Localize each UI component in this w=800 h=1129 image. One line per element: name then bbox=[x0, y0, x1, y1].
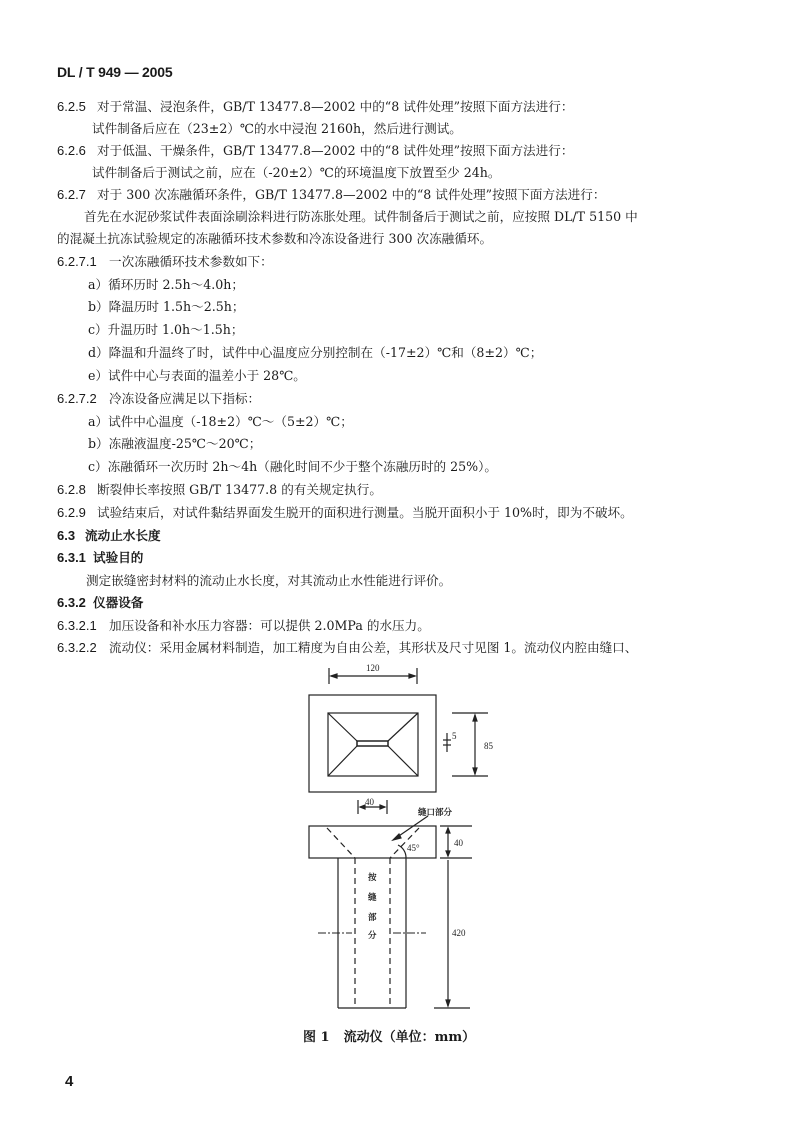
clause-6-3-2-2 bbox=[57, 639, 637, 657]
clause-number: 6.2.7 bbox=[57, 187, 86, 202]
clause-number: 6.3.2.2 bbox=[57, 640, 97, 655]
clause-6-3-2-1 bbox=[57, 617, 430, 635]
clause-number: 6.3.2.1 bbox=[57, 618, 97, 633]
seam-part-label-2: 缝 bbox=[368, 893, 377, 903]
clause-body: 试件制备后应在（23±2）℃的水中浸泡 2160h，然后进行测试。 bbox=[92, 121, 462, 136]
list-item: d）降温和升温终了时，试件中心温度应分别控制在（-17±2）℃和（8±2）℃； bbox=[88, 345, 543, 360]
clause-text: 对于低温、干燥条件，GB/T 13477.8—2002 中的“8 试件处理”按照下面方法进行： bbox=[97, 143, 574, 158]
clause-text: 试验结束后，对试件黏结界面发生脱开的面积进行测量。当脱开面积小于 10%时，即为不破坏。 bbox=[97, 505, 633, 520]
figure-caption bbox=[303, 1026, 475, 1045]
list-item: b）降温历时 1.5h～2.5h； bbox=[88, 299, 245, 314]
figure-number: 图 1 bbox=[303, 1030, 330, 1045]
list-item: c）升温历时 1.0h～1.5h； bbox=[88, 322, 244, 337]
standard-number: DL / T 949 — 2005 bbox=[57, 64, 173, 80]
clause-6-2-9 bbox=[57, 504, 633, 522]
section-6-3-heading bbox=[57, 527, 161, 545]
list-item: a）循环历时 2.5h～4.0h； bbox=[88, 277, 244, 292]
clause-body: 首先在水泥砂浆试件表面涂刷涂料进行防冻胀处理。试件制备后于测试之前，应按照 DL/T 5150 中 bbox=[84, 209, 638, 224]
clause-number: 6.2.5 bbox=[57, 99, 86, 114]
dim-label-120: 120 bbox=[366, 663, 380, 673]
section-number: 6.3.2 bbox=[57, 595, 86, 610]
seam-mouth-label: 缝口部分 bbox=[418, 808, 453, 818]
section-6-3-2-heading bbox=[57, 594, 143, 612]
list-item: c）冻融循环一次历时 2h～4h（融化时间不少于整个冻融历时的 25%）。 bbox=[88, 459, 498, 474]
clause-text: 加压设备和补水压力容器：可以提供 2.0MPa 的水压力。 bbox=[109, 618, 430, 633]
seam-part-label-3: 部 bbox=[368, 913, 377, 923]
angle-label: 45° bbox=[407, 843, 420, 853]
clause-body: 测定嵌缝密封材料的流动止水长度，对其流动止水性能进行评价。 bbox=[86, 573, 452, 588]
list-item: e）试件中心与表面的温差小于 28℃。 bbox=[88, 368, 306, 383]
clause-6-2-6 bbox=[57, 142, 573, 160]
clause-text: 一次冻融循环技术参数如下： bbox=[109, 254, 273, 269]
clause-text: 流动仪：采用金属材料制造，加工精度为自由公差，其形状及尺寸见图 1。流动仪内腔由缝口、 bbox=[109, 640, 638, 655]
section-title: 流动止水长度 bbox=[85, 528, 161, 543]
dim-label-5: 5 bbox=[452, 731, 457, 741]
section-6-3-1-heading bbox=[57, 549, 143, 567]
dim-label-420: 420 bbox=[452, 928, 466, 938]
clause-text: 冷冻设备应满足以下指标： bbox=[109, 391, 261, 406]
seam-part-label-4: 分 bbox=[368, 931, 377, 941]
dim-label-40-right: 40 bbox=[454, 838, 463, 848]
clause-body: 的混凝土抗冻试验规定的冻融循环技术参数和冷冻设备进行 300 次冻融循环。 bbox=[57, 231, 493, 246]
clause-number: 6.2.7.1 bbox=[57, 254, 97, 269]
figure-title: 流动仪（单位：mm） bbox=[343, 1030, 476, 1045]
clause-number: 6.2.8 bbox=[57, 482, 86, 497]
clause-6-2-7-1 bbox=[57, 253, 273, 271]
section-title: 试验目的 bbox=[93, 550, 144, 565]
clause-number: 6.2.6 bbox=[57, 143, 86, 158]
clause-6-2-7 bbox=[57, 186, 605, 204]
clause-6-2-7-2 bbox=[57, 390, 260, 408]
seam-part-label-1: 按 bbox=[368, 873, 377, 883]
clause-number: 6.2.9 bbox=[57, 505, 86, 520]
list-item: a）试件中心温度（-18±2）℃～（5±2）℃； bbox=[88, 414, 353, 429]
page-number: 4 bbox=[65, 1073, 74, 1090]
dim-label-85: 85 bbox=[484, 741, 493, 751]
clause-6-2-8 bbox=[57, 481, 382, 499]
clause-body: 试件制备后于测试之前，应在（-20±2）℃的环境温度下放置至少 24h。 bbox=[92, 165, 501, 180]
clause-number: 6.2.7.2 bbox=[57, 391, 97, 406]
section-number: 6.3 bbox=[57, 528, 76, 543]
clause-6-2-5 bbox=[57, 98, 573, 116]
clause-text: 对于常温、浸泡条件，GB/T 13477.8—2002 中的“8 试件处理”按照下面方法进行： bbox=[97, 99, 574, 114]
clause-text: 对于 300 次冻融循环条件，GB/T 13477.8—2002 中的“8 试件处理”按照下面方法进行： bbox=[97, 187, 606, 202]
list-item: b）冻融液温度-25℃～20℃； bbox=[88, 436, 262, 451]
section-title: 仪器设备 bbox=[93, 595, 144, 610]
dim-label-40-top: 40 bbox=[365, 797, 374, 807]
section-number: 6.3.1 bbox=[57, 550, 86, 565]
clause-text: 断裂伸长率按照 GB/T 13477.8 的有关规定执行。 bbox=[97, 482, 382, 497]
